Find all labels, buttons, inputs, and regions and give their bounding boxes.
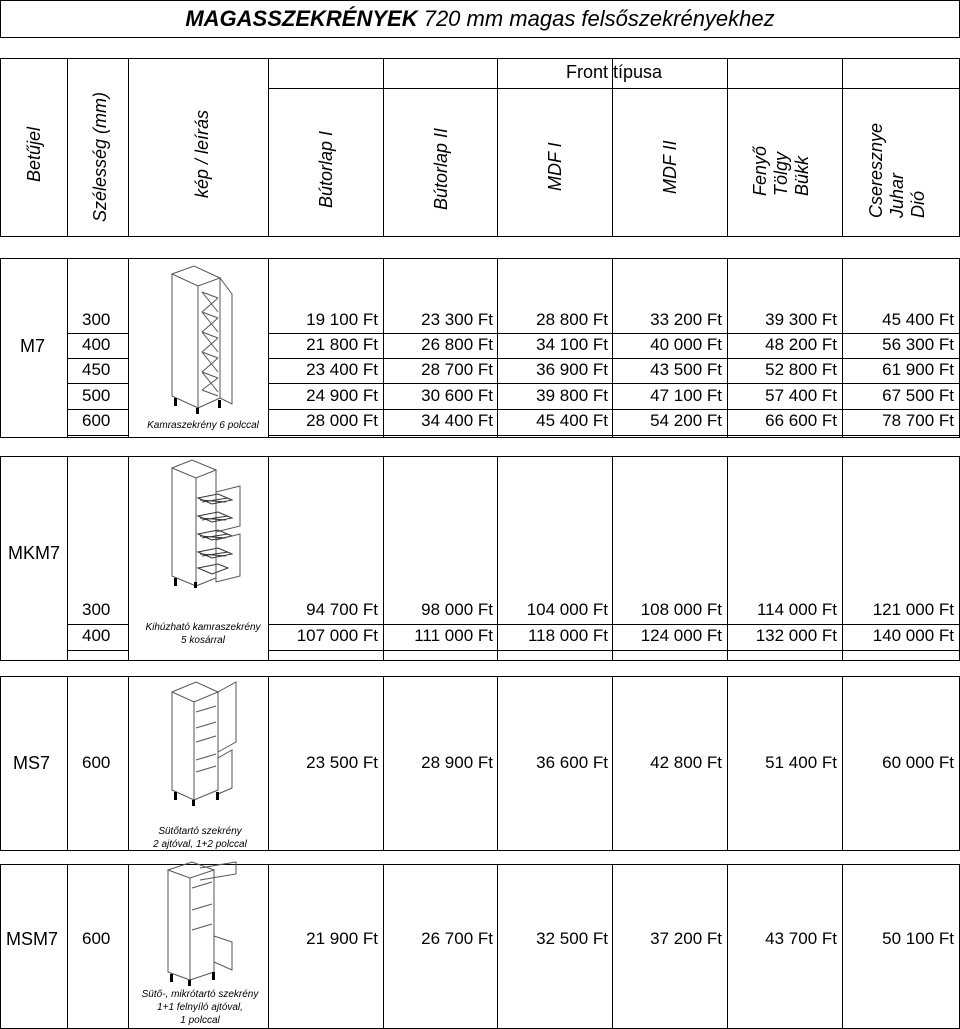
width-cell: 500 — [82, 386, 111, 405]
price-cell: 19 100 Ft — [306, 310, 378, 329]
price-cell: 21 900 Ft — [306, 929, 378, 948]
price-cell: 98 000 Ft — [421, 600, 493, 619]
header-col3: MDF I — [545, 142, 565, 191]
price-cell: 54 200 Ft — [650, 411, 722, 430]
price-cell: 50 100 Ft — [882, 929, 954, 948]
price-cell: 47 100 Ft — [650, 386, 722, 405]
price-cell: 39 800 Ft — [536, 386, 608, 405]
width-cell: 400 — [82, 335, 111, 354]
grid-line — [128, 676, 129, 850]
grid-line — [268, 383, 960, 384]
price-cell: 23 400 Ft — [306, 360, 378, 379]
grid-line — [0, 258, 1, 437]
width-cell: 300 — [82, 310, 111, 329]
grid-line — [67, 258, 68, 437]
grid-line — [67, 624, 128, 625]
header-szelesseg: Szélesség (mm) — [90, 91, 110, 222]
grid-line — [268, 650, 960, 651]
grid-line — [0, 676, 1, 850]
grid-line — [67, 358, 128, 359]
grid-line — [268, 409, 960, 410]
group-code-mkm7: MKM7 — [8, 543, 61, 563]
price-cell: 42 800 Ft — [650, 753, 722, 772]
price-cell: 66 600 Ft — [765, 411, 837, 430]
header-col1: Bútorlap I — [316, 130, 336, 208]
tall-cabinet-6-shelves-icon — [166, 264, 238, 414]
grid-line — [0, 437, 960, 438]
header-col2: Bútorlap II — [431, 127, 451, 210]
header-kep: kép / leírás — [192, 109, 212, 198]
width-cell: 600 — [82, 411, 111, 430]
width-cell: 600 — [82, 753, 111, 772]
header-col6: Cseresznye Juhar Dió — [866, 122, 928, 218]
price-cell: 56 300 Ft — [882, 335, 954, 354]
header-front-tipusa: Front típusa — [565, 62, 663, 82]
price-cell: 37 200 Ft — [650, 929, 722, 948]
price-cell: 104 000 Ft — [526, 600, 608, 619]
price-cell: 107 000 Ft — [296, 626, 378, 645]
grid-line — [67, 676, 68, 850]
grid-line — [0, 864, 1, 1028]
price-cell: 57 400 Ft — [765, 386, 837, 405]
price-cell: 114 000 Ft — [756, 600, 837, 619]
width-cell: 300 — [82, 600, 111, 619]
caption-m7: Kamraszekrény 6 polccal — [147, 420, 259, 431]
group-code-ms7: MS7 — [13, 753, 51, 773]
price-cell: 118 000 Ft — [527, 626, 608, 645]
price-cell: 45 400 Ft — [882, 310, 954, 329]
price-cell: 43 700 Ft — [765, 929, 837, 948]
price-cell: 45 400 Ft — [536, 411, 608, 430]
price-cell: 23 300 Ft — [421, 310, 493, 329]
group-code-m7: M7 — [20, 336, 46, 356]
price-cell: 67 500 Ft — [882, 386, 954, 405]
price-cell: 28 800 Ft — [536, 310, 608, 329]
price-cell: 28 000 Ft — [306, 411, 378, 430]
grid-line — [67, 409, 128, 410]
grid-line — [0, 0, 1, 38]
grid-line — [0, 58, 1, 236]
grid-line — [268, 624, 960, 625]
grid-line — [67, 383, 128, 384]
price-cell: 34 100 Ft — [536, 335, 608, 354]
caption-ms7: Sütőtartó szekrény 2 ajtóval, 1+2 polccal — [153, 826, 247, 850]
price-cell: 26 800 Ft — [421, 335, 493, 354]
grid-line — [67, 456, 68, 660]
header-col4: MDF II — [660, 140, 680, 194]
price-cell: 60 000 Ft — [882, 753, 954, 772]
price-cell: 28 900 Ft — [421, 753, 493, 772]
grid-line — [67, 650, 128, 651]
grid-line — [0, 456, 1, 660]
grid-line — [268, 333, 960, 334]
grid-line — [0, 864, 960, 865]
title-rest: 720 mm magas felsőszekrényekhez — [417, 6, 775, 31]
grid-line — [128, 258, 129, 437]
group-code-msm7: MSM7 — [6, 929, 59, 949]
title-bold: MAGASSZEKRÉNYEK — [185, 6, 418, 31]
grid-line — [0, 258, 960, 259]
header-betujel: Betűjel — [24, 126, 44, 182]
grid-line — [0, 456, 960, 457]
price-cell: 28 700 Ft — [421, 360, 493, 379]
price-cell: 48 200 Ft — [765, 335, 837, 354]
price-cell: 132 000 Ft — [755, 626, 837, 645]
price-cell: 26 700 Ft — [421, 929, 493, 948]
pull-out-cabinet-5-baskets-icon — [166, 458, 246, 588]
price-cell: 108 000 Ft — [640, 600, 722, 619]
oven-cabinet-2-doors-icon — [166, 678, 246, 808]
oven-microwave-cabinet-icon — [160, 858, 244, 988]
grid-line — [0, 676, 960, 677]
price-cell: 40 000 Ft — [650, 335, 722, 354]
price-cell: 32 500 Ft — [536, 929, 608, 948]
caption-msm7: Sütő-, mikrótartó szekrény 1+1 felnyíló ajtóval, 1 polccal — [141, 989, 259, 1026]
price-cell: 61 900 Ft — [882, 360, 954, 379]
header-col5: Fenyő Tölgy Bükk — [750, 145, 812, 196]
grid-line — [67, 864, 68, 1028]
grid-line — [0, 236, 960, 237]
price-cell: 78 700 Ft — [882, 411, 954, 430]
grid-line — [0, 660, 960, 661]
caption-mkm7: Kihúzható kamraszekrény 5 kosárral — [145, 622, 261, 646]
grid-line — [268, 358, 960, 359]
price-cell: 140 000 Ft — [872, 626, 954, 645]
grid-line — [67, 333, 128, 334]
price-cell: 36 900 Ft — [536, 360, 608, 379]
price-cell: 21 800 Ft — [306, 335, 378, 354]
price-cell: 111 000 Ft — [414, 626, 493, 645]
price-cell: 52 800 Ft — [765, 360, 837, 379]
width-cell: 450 — [82, 360, 111, 379]
price-cell: 36 600 Ft — [536, 753, 608, 772]
price-cell: 39 300 Ft — [765, 310, 837, 329]
width-cell: 400 — [82, 626, 111, 645]
price-cell: 33 200 Ft — [650, 310, 722, 329]
price-cell: 34 400 Ft — [421, 411, 493, 430]
price-cell: 23 500 Ft — [306, 753, 378, 772]
price-cell: 121 000 Ft — [872, 600, 954, 619]
grid-line — [268, 435, 960, 436]
price-cell: 51 400 Ft — [765, 753, 837, 772]
price-cell: 43 500 Ft — [650, 360, 722, 379]
price-cell: 94 700 Ft — [306, 600, 378, 619]
price-cell: 30 600 Ft — [421, 386, 493, 405]
price-cell: 24 900 Ft — [306, 386, 378, 405]
width-cell: 600 — [82, 929, 111, 948]
price-cell: 124 000 Ft — [640, 626, 722, 645]
grid-line — [67, 435, 128, 436]
